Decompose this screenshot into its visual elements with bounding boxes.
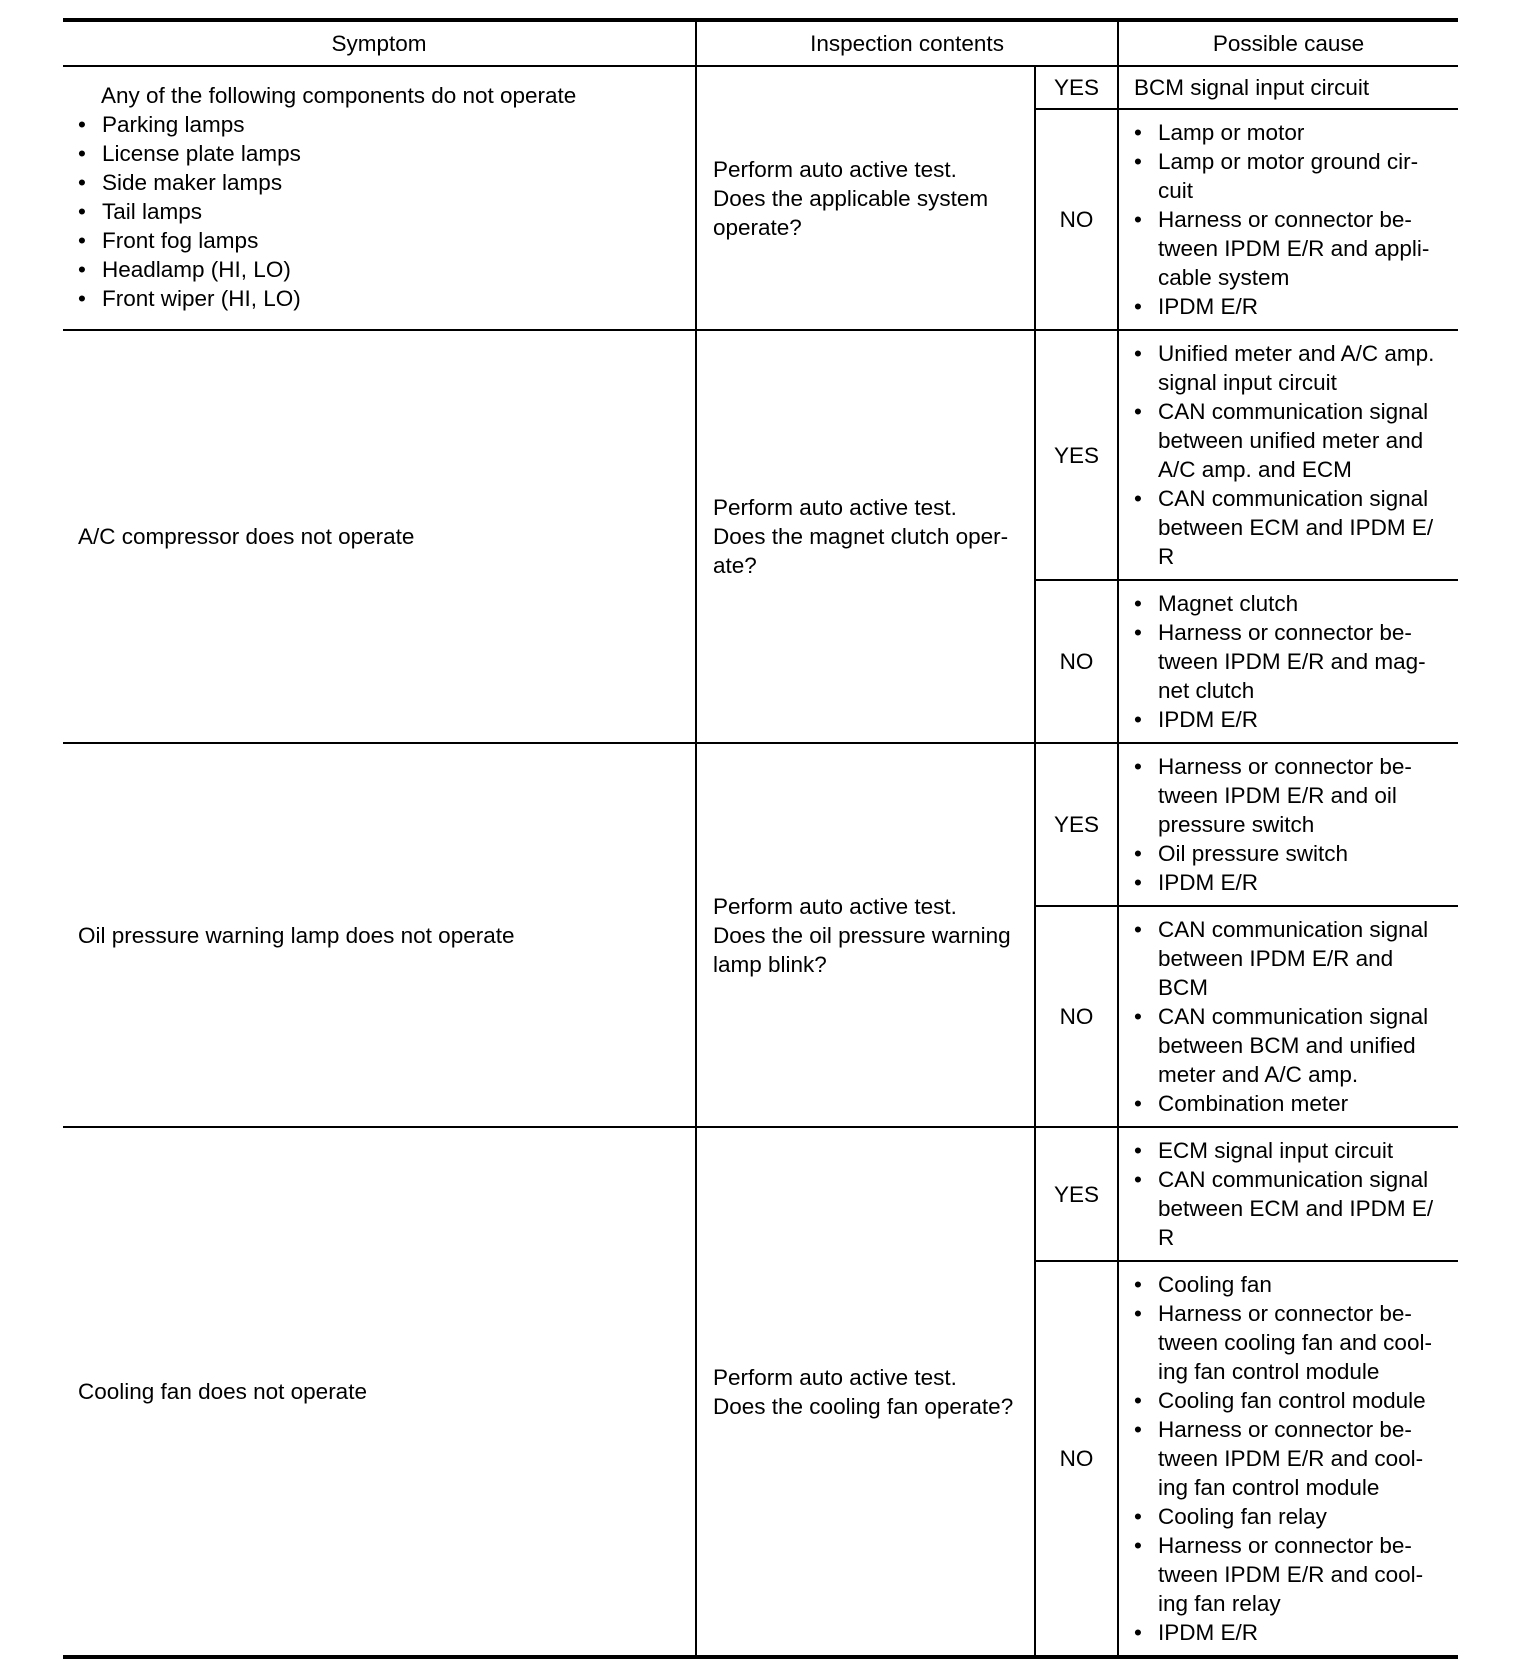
- list-item: • Harness or connector be- tween IPDM E/R and mag- net clutch: [1134, 618, 1452, 705]
- header-symptom: Symptom: [63, 20, 696, 66]
- inspection-line: Does the oil pressure warning: [713, 922, 1011, 948]
- inspection-line: Does the magnet clutch oper-: [713, 524, 1009, 549]
- yes-label: YES: [1035, 1127, 1118, 1261]
- table-row: [63, 330, 1458, 580]
- inspection-line: Perform auto active test.: [713, 893, 957, 919]
- yes-label: YES: [1035, 330, 1118, 580]
- no-label: NO: [1035, 580, 1118, 743]
- inspection-cell: [696, 743, 1035, 1127]
- no-cause: [1118, 1261, 1458, 1657]
- symptom-cell: Cooling fan does not operate: [63, 1127, 696, 1657]
- no-label: NO: [1035, 1261, 1118, 1657]
- symptom-cell: A/C compressor does not operate: [63, 330, 696, 743]
- symptom-intro: Any of the following components do not operate: [101, 83, 577, 108]
- list-item: • Cooling fan control module: [1134, 1386, 1452, 1415]
- yes-cause: [1118, 743, 1458, 906]
- inspection-cell: [696, 1127, 1035, 1657]
- no-cause: [1118, 109, 1458, 330]
- list-item: • Tail lamps: [78, 197, 695, 226]
- yes-cause: [1118, 1127, 1458, 1261]
- list-item: • Front wiper (HI, LO): [78, 284, 695, 313]
- list-item: • Cooling fan relay: [1134, 1502, 1452, 1531]
- no-label: NO: [1035, 109, 1118, 330]
- symptom-list: [101, 110, 695, 313]
- list-item: • Combination meter: [1134, 1089, 1452, 1118]
- list-item: • CAN communication signal between BCM and unified meter and A/C amp.: [1134, 1002, 1452, 1089]
- list-item: • Lamp or motor ground cir- cuit: [1134, 147, 1452, 205]
- list-item: • Lamp or motor: [1134, 118, 1452, 147]
- inspection-line: ate?: [713, 553, 757, 578]
- no-label: NO: [1035, 906, 1118, 1127]
- yes-label: YES: [1035, 66, 1118, 109]
- list-item: • Oil pressure switch: [1134, 839, 1452, 868]
- yes-cause: BCM signal input circuit: [1118, 66, 1458, 109]
- inspection-line: operate?: [713, 214, 802, 240]
- yes-cause: [1118, 330, 1458, 580]
- symptom-cell: Oil pressure warning lamp does not operate: [63, 743, 696, 1127]
- inspection-cell: [696, 330, 1035, 743]
- no-cause: [1118, 580, 1458, 743]
- list-item: • CAN communication signal between unified meter and A/C amp. and ECM: [1134, 397, 1452, 484]
- no-cause: [1118, 906, 1458, 1127]
- list-item: • Unified meter and A/C amp. signal input circuit: [1134, 339, 1452, 397]
- inspection-line: lamp blink?: [713, 951, 827, 977]
- inspection-line: Does the applicable system: [713, 185, 989, 211]
- inspection-line: Perform auto active test.: [713, 1364, 957, 1390]
- list-item: • Headlamp (HI, LO): [78, 255, 695, 284]
- list-item: • Parking lamps: [78, 110, 695, 139]
- yes-label: YES: [1035, 743, 1118, 906]
- list-item: • CAN communication signal between ECM and IPDM E/ R: [1134, 1165, 1452, 1252]
- list-item: • CAN communication signal between IPDM E/R and BCM: [1134, 915, 1452, 1002]
- inspection-line: Perform auto active test.: [713, 156, 957, 182]
- list-item: • Harness or connector be- tween IPDM E/R and oil pressure switch: [1134, 752, 1452, 839]
- list-item: • IPDM E/R: [1134, 292, 1452, 321]
- table-row: [63, 66, 1458, 109]
- diagnosis-table: [63, 18, 1458, 1659]
- list-item: • Front fog lamps: [78, 226, 695, 255]
- list-item: • Side maker lamps: [78, 168, 695, 197]
- list-item: • Harness or connector be- tween IPDM E/R and cool- ing fan control module: [1134, 1415, 1452, 1502]
- list-item: • Magnet clutch: [1134, 589, 1452, 618]
- header-inspection: Inspection contents: [696, 20, 1118, 66]
- list-item: • IPDM E/R: [1134, 1618, 1452, 1647]
- list-item: • Harness or connector be- tween IPDM E/R and cool- ing fan relay: [1134, 1531, 1452, 1618]
- list-item: • Harness or connector be- tween IPDM E/R and appli- cable system: [1134, 205, 1452, 292]
- symptom-cell: [63, 66, 696, 330]
- list-item: • Cooling fan: [1134, 1270, 1452, 1299]
- list-item: • IPDM E/R: [1134, 705, 1452, 734]
- list-item: • CAN communication signal between ECM and IPDM E/ R: [1134, 484, 1452, 571]
- header-row: [63, 20, 1458, 66]
- inspection-cell: [696, 66, 1035, 330]
- table-row: [63, 1127, 1458, 1261]
- header-cause: Possible cause: [1118, 20, 1458, 66]
- inspection-line: Perform auto active test.: [713, 495, 957, 520]
- list-item: • IPDM E/R: [1134, 868, 1452, 897]
- list-item: • ECM signal input circuit: [1134, 1136, 1452, 1165]
- list-item: • Harness or connector be- tween cooling fan and cool- ing fan control module: [1134, 1299, 1452, 1386]
- inspection-line: Does the cooling fan operate?: [713, 1393, 1014, 1419]
- list-item: • License plate lamps: [78, 139, 695, 168]
- table-row: [63, 743, 1458, 906]
